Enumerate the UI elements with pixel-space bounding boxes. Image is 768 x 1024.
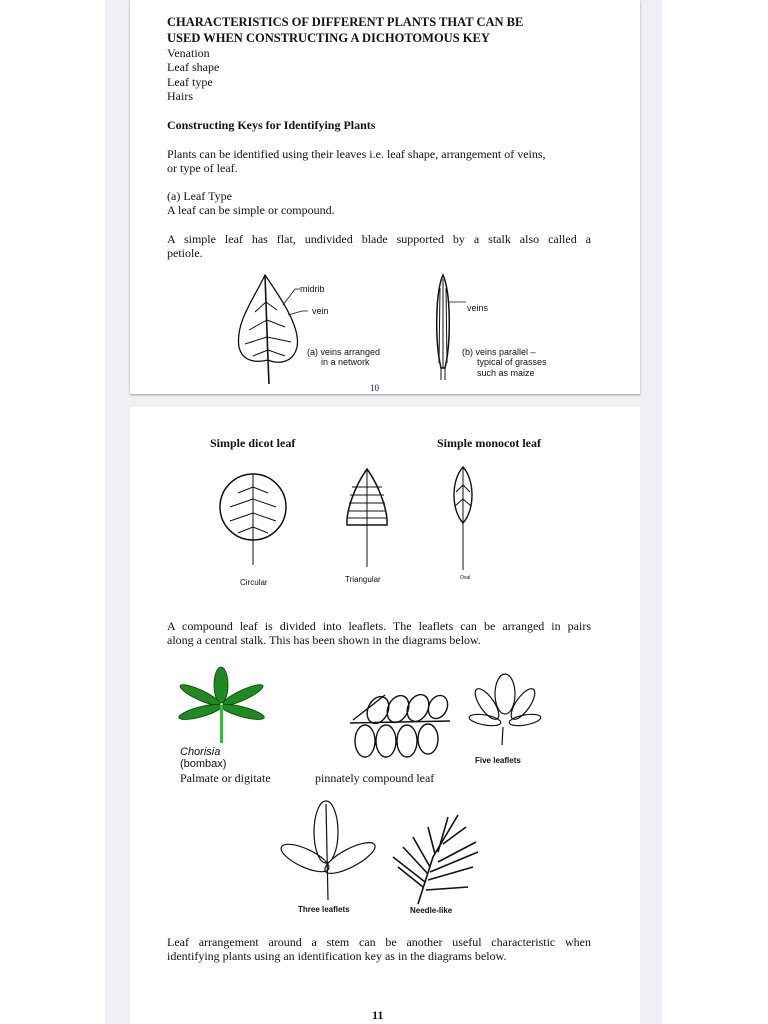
bombax-label: (bombax) [180,758,227,770]
needle-like-leaf [388,812,483,907]
arrangement-text: Leaf arrangement around a stem can be another useful characteristic when [167,935,591,949]
caption-a: in a network [321,357,370,367]
chorisia-label: Chorisia [180,746,221,758]
veins-label: veins [467,303,489,313]
caption-a: (a) veins arranged [307,347,381,357]
caption-b: such as maize [477,368,535,378]
characteristic-item: Hairs [167,89,193,103]
dicot-label: Simple dicot leaf [210,436,296,450]
five-leaflets-label: Five leaflets [475,756,521,765]
pinnate-compound-leaf [350,695,450,765]
simple-text: A simple leaf has flat, undivided blade supported by a stalk also called a [167,232,591,246]
triangular-leaf [342,467,392,572]
characteristic-item: Leaf shape [167,60,220,74]
midrib-label: midrib [300,284,325,294]
page-number: 11 [372,1008,384,1022]
arrangement-text: identifying plants using an identification key as in the diagrams below. [167,949,507,963]
characteristic-item: Venation [167,46,210,60]
title-line-1: CHARACTERISTICS OF DIFFERENT PLANTS THAT CAN BE [167,15,524,29]
subtext: A leaf can be simple or compound. [167,203,335,217]
circular-leaf [218,469,288,569]
intro-text: Plants can be identified using their leaves i.e. leaf shape, arrangement of veins, [167,147,546,161]
document-viewer[interactable] [105,0,662,1024]
simple-text: petiole. [167,246,203,260]
pointer-line [448,300,468,305]
caption-b: typical of grasses [477,357,547,367]
characteristic-item: Leaf type [167,75,213,89]
oval-leaf [448,465,478,575]
page-11 [130,407,640,1024]
palmate-label: Palmate or digitate [180,771,271,785]
subheading: (a) Leaf Type [167,189,232,203]
intro-text: or type of leaf. [167,161,238,175]
title-line-2: USED WHEN CONSTRUCTING A DICHOTOMOUS KEY [167,31,490,45]
pinnate-label: pinnately compound leaf [315,771,435,785]
triangular-label: Triangular [345,575,381,584]
oval-label: Oval [460,575,471,581]
palmate-leaf-green [178,665,268,745]
monocot-label: Simple monocot leaf [437,436,541,450]
caption-b: (b) veins parallel – [462,347,536,357]
vein-label: vein [312,306,329,316]
compound-text: A compound leaf is divided into leaflets. The leaflets can be arranged in pairs [167,619,591,633]
circular-label: Circular [240,578,268,587]
page-number: 10 [370,383,379,393]
section-heading: Constructing Keys for Identifying Plants [167,118,376,132]
compound-text: along a central stalk. This has been shown in the diagrams below. [167,633,481,647]
five-leaflet-leaf [465,672,545,752]
three-leaflet-leaf [280,800,380,905]
three-leaflets-label: Three leaflets [298,905,350,914]
parallel-vein-leaf-diagram [433,273,453,381]
page-10 [130,0,640,394]
needle-like-label: Needle-like [410,906,453,915]
